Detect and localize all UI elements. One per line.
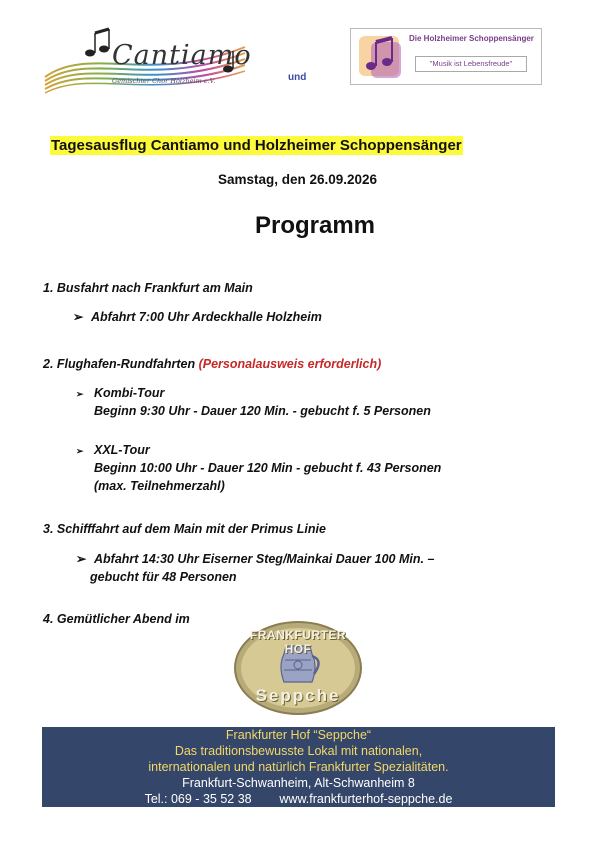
tour-kombi-name: Kombi-Tour: [94, 386, 165, 400]
id-required-note: (Personalausweis erforderlich): [198, 357, 382, 371]
boat-trip-booking: gebucht für 48 Personen: [90, 570, 237, 584]
program-item-1-title: 1. Busfahrt nach Frankfurt am Main: [43, 281, 253, 295]
footer-phone: Tel.: 069 - 35 52 38: [144, 792, 252, 806]
seal-top-text: FRANKFURTER HOF: [249, 628, 347, 656]
tour-kombi: [76, 384, 164, 403]
tour-xxl: [76, 441, 150, 460]
page-title: Tagesausflug Cantiamo und Holzheimer Schoppensänger: [51, 137, 462, 154]
connector-text: und: [288, 72, 307, 83]
program-item-1-detail: ➢ Abfahrt 7:00 Uhr Ardeckhalle Holzheim: [73, 310, 322, 324]
program-heading: Programm: [254, 212, 376, 239]
footer-address: Frankfurt-Schwanheim, Alt-Schwanheim 8: [182, 776, 415, 790]
program-item-2-title: 2. Flughafen-Rundfahrten (Personalausweis erforderlich): [43, 357, 382, 371]
arrow-bullet-icon: ➢: [76, 552, 87, 566]
seal-bottom-text: Seppche: [255, 686, 341, 705]
cantiamo-logo: [40, 25, 250, 100]
cantiamo-logo-subtitle: Gemischter Chor Holzheim e.V.: [112, 77, 216, 85]
cantiamo-logo-name: Cantiamo: [112, 40, 252, 71]
tour-xxl-capacity: (max. Teilnehmerzahl): [94, 479, 225, 493]
tour-xxl-details: Beginn 10:00 Uhr - Dauer 120 Min - gebucht f. 43 Personen: [94, 461, 442, 475]
schoppensaenger-logo-slogan: "Musik ist Lebensfreude": [415, 56, 527, 72]
music-notes-icon: [357, 32, 407, 82]
footer-contact: [42, 791, 555, 807]
schoppensaenger-logo: [350, 28, 542, 85]
arrow-bullet-icon: ➢: [76, 389, 84, 399]
footer-description-2: internationalen und natürlich Frankfurter Spezialitäten.: [148, 760, 449, 774]
arrow-bullet-icon: ➢: [73, 310, 84, 324]
tour-kombi-details: Beginn 9:30 Uhr - Dauer 120 Min. - gebucht f. 5 Personen: [94, 404, 431, 418]
footer-box: [42, 727, 555, 807]
footer-website-link[interactable]: www.frankfurterhof-seppche.de: [279, 792, 453, 806]
frankfurter-hof-seal: [232, 620, 364, 716]
boat-trip-details: ➢ Abfahrt 14:30 Uhr Eiserner Steg/Mainkai Dauer 100 Min. –: [76, 552, 435, 566]
program-item-4-title: 4. Gemütlicher Abend im: [43, 612, 190, 626]
program-item-3-title: 3. Schifffahrt auf dem Main mit der Primus Linie: [43, 522, 326, 536]
tour-xxl-name: XXL-Tour: [94, 443, 150, 457]
schoppensaenger-logo-title: Die Holzheimer Schoppensänger: [409, 34, 534, 43]
arrow-bullet-icon: ➢: [76, 446, 84, 456]
footer-venue-name: Frankfurter Hof “Seppche“: [225, 728, 372, 742]
event-date: Samstag, den 26.09.2026: [217, 172, 378, 187]
footer-description-1: Das traditionsbewusste Lokal mit nationalen,: [174, 744, 423, 758]
